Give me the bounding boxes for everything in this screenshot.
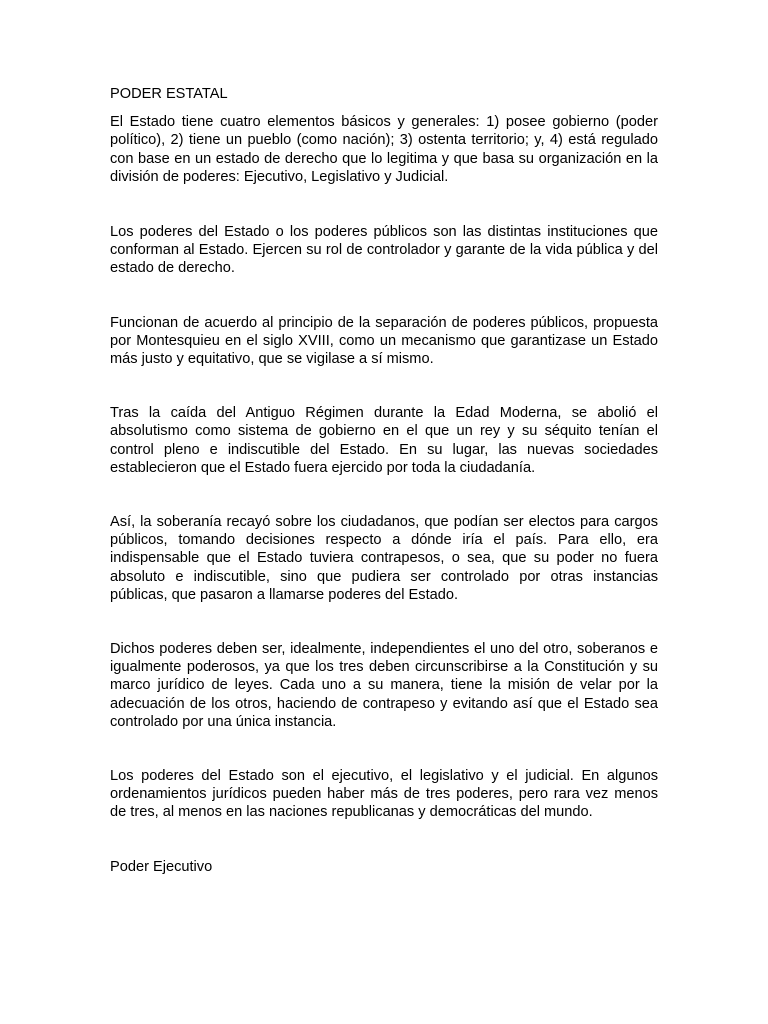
document-title: PODER ESTATAL: [110, 86, 228, 102]
paragraph-elements-of-state: El Estado tiene cuatro elementos básicos y generales: 1) posee gobierno (poder político), 2) tiene un pueblo (como nación); 3) ostenta territorio; y, 4) está regulado con base en un estado de derecho que lo legitima y que basa su organización en la división de poderes: Ejecutivo, Legislativo y Judicial.: [110, 114, 658, 185]
document-page: [110, 85, 658, 876]
paragraph-public-powers: Los poderes del Estado o los poderes públicos son las distintas instituciones que conforman al Estado. Ejercen su rol de controlador y garante de la vida pública y del estado de derecho.: [110, 224, 658, 277]
paragraph-independence: Dichos poderes deben ser, idealmente, independientes el uno del otro, soberanos e igualmente poderosos, ya que los tres deben circunscribirse a la Constitución y su marco jurídico de leyes. Cada uno a su manera, tiene la misión de velar por la adecuación de los otros, haciendo de contrapeso y evitando así que el Estado sea controlado por una única instancia.: [110, 641, 658, 730]
paragraph-three-powers: Los poderes del Estado son el ejecutivo, el legislativo y el judicial. En algunos ordenamientos jurídicos pueden haber más de tres poderes, pero rara vez menos de tres, al menos en las naciones republicanas y democráticas del mundo.: [110, 768, 658, 821]
section-heading-executive: Poder Ejecutivo: [110, 858, 213, 875]
paragraph-sovereignty: Así, la soberanía recayó sobre los ciudadanos, que podían ser electos para cargos públicos, tomando decisiones respecto a dónde iría el país. Para ello, era indispensable que el Estado tuviera contrapesos, o sea, que su poder no fuera absoluto e indiscutible, sino que pudiera ser controlado por otras instancias públicas, que pasaron a llamarse poderes del Estado.: [110, 514, 658, 603]
paragraph-separation-of-powers: Funcionan de acuerdo al principio de la separación de poderes públicos, propuesta por Montesquieu en el siglo XVIII, como un mecanismo que garantizase un Estado más justo y equitativo, que se vigilase a sí mismo.: [110, 314, 658, 368]
paragraph-old-regime: Tras la caída del Antiguo Régimen durante la Edad Moderna, se abolió el absolutismo como sistema de gobierno en el que un rey y su séquito tenían el control pleno e indiscutible del Estado. En su lugar, las nuevas sociedades establecieron que el Estado fuera ejercido por toda la ciudadanía.: [110, 405, 658, 476]
